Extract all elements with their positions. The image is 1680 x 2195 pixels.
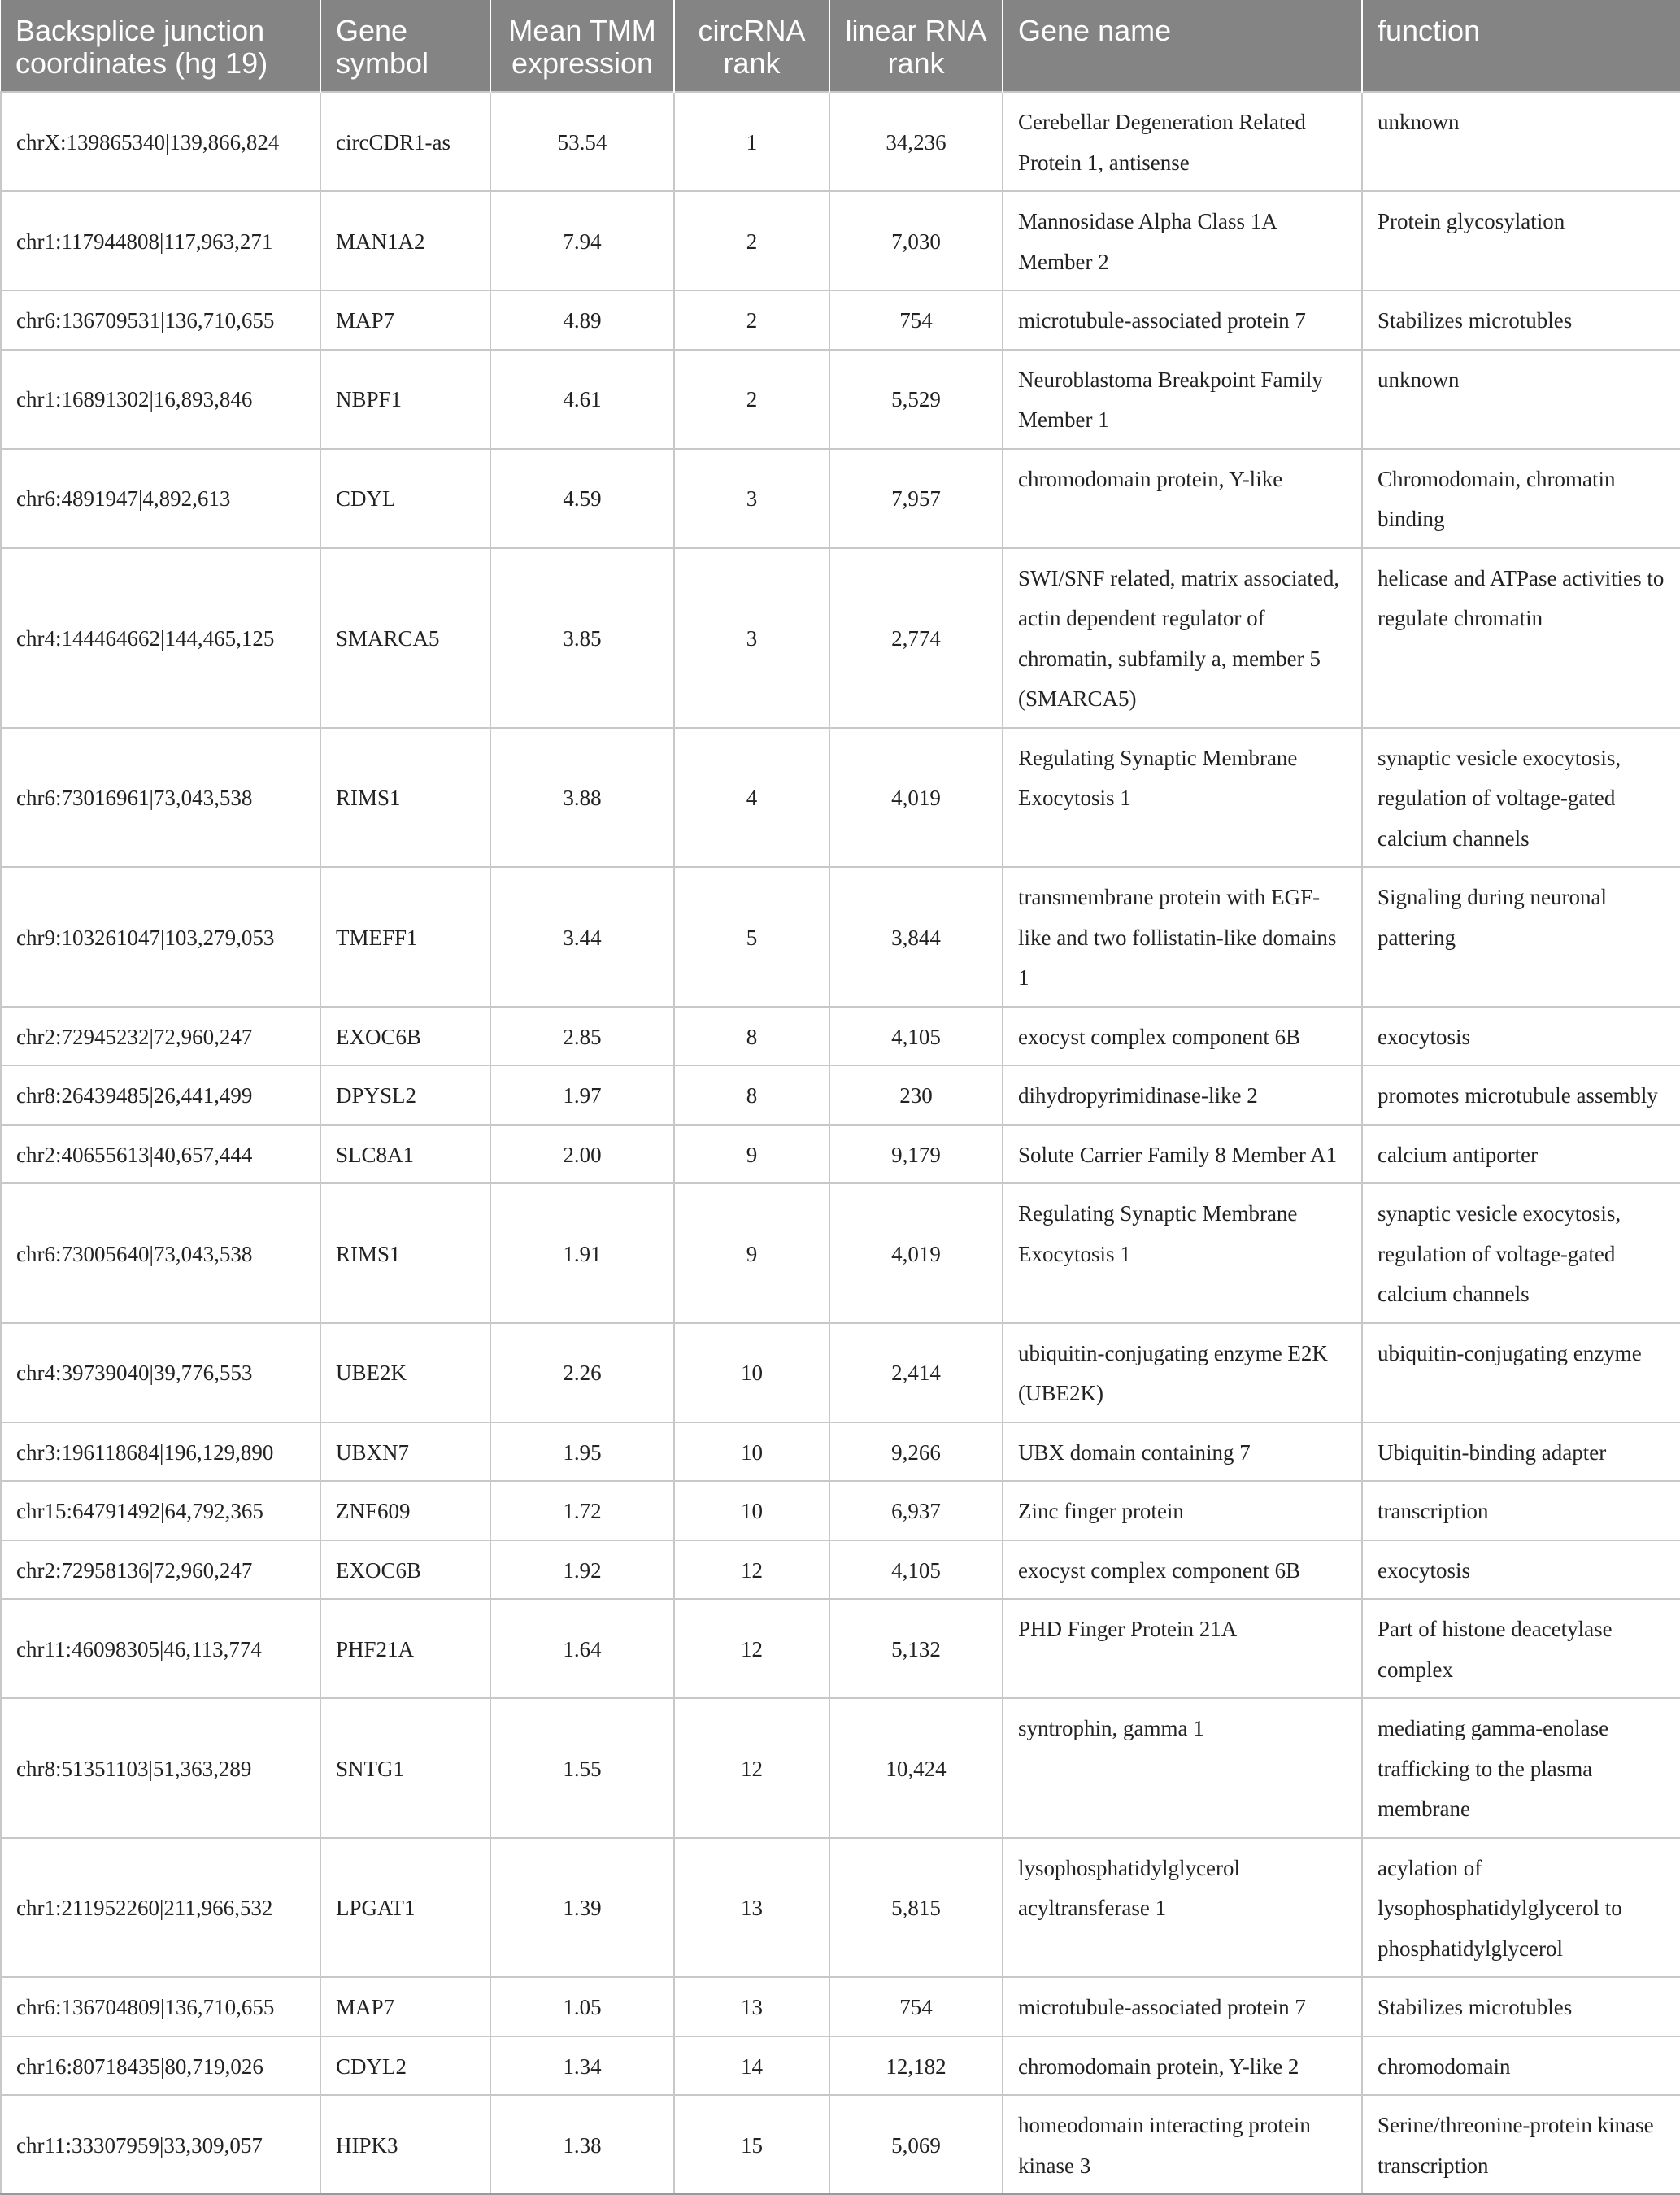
circrna-rank-cell: 3	[674, 449, 829, 548]
gene-symbol-cell: SLC8A1	[320, 1125, 490, 1184]
header-linear-rna-rank: linear RNA rank	[829, 0, 1003, 92]
gene-symbol-cell: EXOC6B	[320, 1007, 490, 1066]
table-row	[1, 1323, 1680, 1422]
coordinates-cell: chr2:72945232|72,960,247	[1, 1007, 320, 1066]
mean-tmm-cell: 7.94	[490, 191, 674, 290]
gene-symbol-cell: CDYL2	[320, 2036, 490, 2096]
table-row	[1, 2095, 1680, 2194]
gene-symbol-cell: RIMS1	[320, 1183, 490, 1323]
gene-name-cell: Solute Carrier Family 8 Member A1	[1003, 1125, 1362, 1184]
linear-rna-rank-cell: 12,182	[829, 2036, 1003, 2096]
function-cell: chromodomain	[1362, 2036, 1680, 2096]
function-cell: mediating gamma-enolase trafficking to the plasma membrane	[1362, 1698, 1680, 1838]
table-row	[1, 1481, 1680, 1540]
circrna-rank-cell: 15	[674, 2095, 829, 2194]
gene-symbol-cell: HIPK3	[320, 2095, 490, 2194]
function-cell: synaptic vesicle exocytosis, regulation of voltage-gated calcium channels	[1362, 1183, 1680, 1323]
circrna-rank-cell: 4	[674, 728, 829, 868]
table-row	[1, 449, 1680, 548]
gene-symbol-cell: UBXN7	[320, 1422, 490, 1482]
mean-tmm-cell: 4.89	[490, 290, 674, 350]
coordinates-cell: chr2:40655613|40,657,444	[1, 1125, 320, 1184]
coordinates-cell: chr6:73016961|73,043,538	[1, 728, 320, 868]
gene-name-cell: SWI/SNF related, matrix associated, actin dependent regulator of chromatin, subfamily a, member 5 (SMARCA5)	[1003, 548, 1362, 728]
table-row	[1, 867, 1680, 1007]
mean-tmm-cell: 3.88	[490, 728, 674, 868]
gene-name-cell: microtubule-associated protein 7	[1003, 1977, 1362, 2036]
coordinates-cell: chr1:16891302|16,893,846	[1, 350, 320, 449]
gene-name-cell: syntrophin, gamma 1	[1003, 1698, 1362, 1838]
gene-name-cell: Neuroblastoma Breakpoint Family Member 1	[1003, 350, 1362, 449]
function-cell: Part of histone deacetylase complex	[1362, 1599, 1680, 1698]
header-gene-name: Gene name	[1003, 0, 1362, 92]
gene-name-cell: microtubule-associated protein 7	[1003, 290, 1362, 350]
linear-rna-rank-cell: 754	[829, 1977, 1003, 2036]
coordinates-cell: chr4:144464662|144,465,125	[1, 548, 320, 728]
coordinates-cell: chr6:136709531|136,710,655	[1, 290, 320, 350]
table-row	[1, 350, 1680, 449]
function-cell: Chromodomain, chromatin binding	[1362, 449, 1680, 548]
mean-tmm-cell: 2.26	[490, 1323, 674, 1422]
header-row	[1, 0, 1680, 92]
gene-symbol-cell: EXOC6B	[320, 1540, 490, 1600]
mean-tmm-cell: 2.85	[490, 1007, 674, 1066]
header-circrna-rank: circRNA rank	[674, 0, 829, 92]
table-header	[1, 0, 1680, 92]
gene-symbol-cell: TMEFF1	[320, 867, 490, 1007]
gene-name-cell: chromodomain protein, Y-like 2	[1003, 2036, 1362, 2096]
circrna-rank-cell: 9	[674, 1125, 829, 1184]
mean-tmm-cell: 1.91	[490, 1183, 674, 1323]
gene-symbol-cell: SMARCA5	[320, 548, 490, 728]
header-coordinates: Backsplice junction coordinates (hg 19)	[1, 0, 320, 92]
circrna-rank-cell: 12	[674, 1599, 829, 1698]
mean-tmm-cell: 1.97	[490, 1065, 674, 1125]
function-cell: promotes microtubule assembly	[1362, 1065, 1680, 1125]
linear-rna-rank-cell: 10,424	[829, 1698, 1003, 1838]
gene-name-cell: Mannosidase Alpha Class 1A Member 2	[1003, 191, 1362, 290]
linear-rna-rank-cell: 6,937	[829, 1481, 1003, 1540]
mean-tmm-cell: 1.92	[490, 1540, 674, 1600]
coordinates-cell: chr11:33307959|33,309,057	[1, 2095, 320, 2194]
linear-rna-rank-cell: 3,844	[829, 867, 1003, 1007]
gene-symbol-cell: MAP7	[320, 290, 490, 350]
coordinates-cell: chr16:80718435|80,719,026	[1, 2036, 320, 2096]
linear-rna-rank-cell: 4,105	[829, 1540, 1003, 1600]
gene-symbol-cell: NBPF1	[320, 350, 490, 449]
mean-tmm-cell: 1.64	[490, 1599, 674, 1698]
circrna-rank-cell: 10	[674, 1481, 829, 1540]
mean-tmm-cell: 1.95	[490, 1422, 674, 1482]
function-cell: acylation of lysophosphatidylglycerol to phosphatidylglycerol	[1362, 1838, 1680, 1978]
linear-rna-rank-cell: 7,957	[829, 449, 1003, 548]
function-cell: Ubiquitin-binding adapter	[1362, 1422, 1680, 1482]
gene-name-cell: Zinc finger protein	[1003, 1481, 1362, 1540]
gene-symbol-cell: RIMS1	[320, 728, 490, 868]
function-cell: ubiquitin-conjugating enzyme	[1362, 1323, 1680, 1422]
gene-name-cell: dihydropyrimidinase-like 2	[1003, 1065, 1362, 1125]
table-row	[1, 548, 1680, 728]
circrna-rank-cell: 8	[674, 1065, 829, 1125]
circrna-rank-cell: 10	[674, 1323, 829, 1422]
gene-name-cell: Regulating Synaptic Membrane Exocytosis 1	[1003, 728, 1362, 868]
table-row	[1, 1422, 1680, 1482]
mean-tmm-cell: 1.38	[490, 2095, 674, 2194]
gene-name-cell: homeodomain interacting protein kinase 3	[1003, 2095, 1362, 2194]
gene-symbol-cell: ZNF609	[320, 1481, 490, 1540]
mean-tmm-cell: 1.05	[490, 1977, 674, 2036]
table-row	[1, 1540, 1680, 1600]
circrna-rank-cell: 2	[674, 290, 829, 350]
function-cell: helicase and ATPase activities to regulate chromatin	[1362, 548, 1680, 728]
header-mean-tmm: Mean TMM expression	[490, 0, 674, 92]
table-row	[1, 1977, 1680, 2036]
table-row	[1, 191, 1680, 290]
function-cell: Stabilizes microtubles	[1362, 290, 1680, 350]
coordinates-cell: chr6:4891947|4,892,613	[1, 449, 320, 548]
coordinates-cell: chr6:136704809|136,710,655	[1, 1977, 320, 2036]
table-row	[1, 1007, 1680, 1066]
circrna-rank-cell: 8	[674, 1007, 829, 1066]
circrna-rank-cell: 12	[674, 1540, 829, 1600]
table-row	[1, 1125, 1680, 1184]
linear-rna-rank-cell: 2,414	[829, 1323, 1003, 1422]
coordinates-cell: chr1:117944808|117,963,271	[1, 191, 320, 290]
linear-rna-rank-cell: 5,815	[829, 1838, 1003, 1978]
circrna-rank-cell: 2	[674, 350, 829, 449]
gene-symbol-cell: MAN1A2	[320, 191, 490, 290]
gene-name-cell: exocyst complex component 6B	[1003, 1007, 1362, 1066]
gene-symbol-cell: MAP7	[320, 1977, 490, 2036]
gene-symbol-cell: DPYSL2	[320, 1065, 490, 1125]
header-gene-symbol: Gene symbol	[320, 0, 490, 92]
table-row	[1, 1838, 1680, 1978]
function-cell: synaptic vesicle exocytosis, regulation of voltage-gated calcium channels	[1362, 728, 1680, 868]
coordinates-cell: chr2:72958136|72,960,247	[1, 1540, 320, 1600]
table-row	[1, 2036, 1680, 2096]
linear-rna-rank-cell: 2,774	[829, 548, 1003, 728]
coordinates-cell: chr15:64791492|64,792,365	[1, 1481, 320, 1540]
coordinates-cell: chrX:139865340|139,866,824	[1, 92, 320, 191]
linear-rna-rank-cell: 230	[829, 1065, 1003, 1125]
gene-symbol-cell: LPGAT1	[320, 1838, 490, 1978]
gene-symbol-cell: SNTG1	[320, 1698, 490, 1838]
gene-symbol-cell: UBE2K	[320, 1323, 490, 1422]
circrna-rank-cell: 10	[674, 1422, 829, 1482]
coordinates-cell: chr8:51351103|51,363,289	[1, 1698, 320, 1838]
gene-name-cell: transmembrane protein with EGF-like and two follistatin-like domains 1	[1003, 867, 1362, 1007]
mean-tmm-cell: 1.72	[490, 1481, 674, 1540]
function-cell: unknown	[1362, 92, 1680, 191]
function-cell: Protein glycosylation	[1362, 191, 1680, 290]
mean-tmm-cell: 4.59	[490, 449, 674, 548]
mean-tmm-cell: 2.00	[490, 1125, 674, 1184]
linear-rna-rank-cell: 9,179	[829, 1125, 1003, 1184]
mean-tmm-cell: 4.61	[490, 350, 674, 449]
function-cell: transcription	[1362, 1481, 1680, 1540]
circrna-rank-cell: 13	[674, 1838, 829, 1978]
mean-tmm-cell: 3.85	[490, 548, 674, 728]
table-row	[1, 1599, 1680, 1698]
linear-rna-rank-cell: 9,266	[829, 1422, 1003, 1482]
coordinates-cell: chr3:196118684|196,129,890	[1, 1422, 320, 1482]
function-cell: Signaling during neuronal pattering	[1362, 867, 1680, 1007]
mean-tmm-cell: 1.39	[490, 1838, 674, 1978]
coordinates-cell: chr8:26439485|26,441,499	[1, 1065, 320, 1125]
coordinates-cell: chr11:46098305|46,113,774	[1, 1599, 320, 1698]
gene-name-cell: UBX domain containing 7	[1003, 1422, 1362, 1482]
table-row	[1, 1183, 1680, 1323]
linear-rna-rank-cell: 34,236	[829, 92, 1003, 191]
table-row	[1, 290, 1680, 350]
linear-rna-rank-cell: 5,069	[829, 2095, 1003, 2194]
linear-rna-rank-cell: 754	[829, 290, 1003, 350]
circrna-rank-cell: 1	[674, 92, 829, 191]
gene-symbol-cell: CDYL	[320, 449, 490, 548]
linear-rna-rank-cell: 4,019	[829, 728, 1003, 868]
coordinates-cell: chr4:39739040|39,776,553	[1, 1323, 320, 1422]
mean-tmm-cell: 1.55	[490, 1698, 674, 1838]
gene-name-cell: PHD Finger Protein 21A	[1003, 1599, 1362, 1698]
table-row	[1, 728, 1680, 868]
gene-name-cell: Cerebellar Degeneration Related Protein 1, antisense	[1003, 92, 1362, 191]
table-row	[1, 1698, 1680, 1838]
linear-rna-rank-cell: 5,132	[829, 1599, 1003, 1698]
gene-name-cell: Regulating Synaptic Membrane Exocytosis 1	[1003, 1183, 1362, 1323]
table-body	[1, 92, 1680, 2194]
circrna-rank-cell: 5	[674, 867, 829, 1007]
linear-rna-rank-cell: 4,105	[829, 1007, 1003, 1066]
gene-name-cell: exocyst complex component 6B	[1003, 1540, 1362, 1600]
table-row	[1, 92, 1680, 191]
coordinates-cell: chr1:211952260|211,966,532	[1, 1838, 320, 1978]
circrna-rank-cell: 9	[674, 1183, 829, 1323]
function-cell: unknown	[1362, 350, 1680, 449]
function-cell: Stabilizes microtubles	[1362, 1977, 1680, 2036]
circrna-rank-cell: 14	[674, 2036, 829, 2096]
linear-rna-rank-cell: 7,030	[829, 191, 1003, 290]
gene-name-cell: ubiquitin-conjugating enzyme E2K (UBE2K)	[1003, 1323, 1362, 1422]
gene-name-cell: lysophosphatidylglycerol acyltransferase 1	[1003, 1838, 1362, 1978]
function-cell: Serine/threonine-protein kinase transcription	[1362, 2095, 1680, 2194]
gene-symbol-cell: PHF21A	[320, 1599, 490, 1698]
gene-symbol-cell: circCDR1-as	[320, 92, 490, 191]
circrna-rank-cell: 3	[674, 548, 829, 728]
mean-tmm-cell: 3.44	[490, 867, 674, 1007]
mean-tmm-cell: 53.54	[490, 92, 674, 191]
coordinates-cell: chr9:103261047|103,279,053	[1, 867, 320, 1007]
function-cell: calcium antiporter	[1362, 1125, 1680, 1184]
function-cell: exocytosis	[1362, 1540, 1680, 1600]
circrna-rank-cell: 2	[674, 191, 829, 290]
header-function: function	[1362, 0, 1680, 92]
circrna-rank-cell: 12	[674, 1698, 829, 1838]
linear-rna-rank-cell: 4,019	[829, 1183, 1003, 1323]
linear-rna-rank-cell: 5,529	[829, 350, 1003, 449]
function-cell: exocytosis	[1362, 1007, 1680, 1066]
circrna-rank-cell: 13	[674, 1977, 829, 2036]
coordinates-cell: chr6:73005640|73,043,538	[1, 1183, 320, 1323]
gene-name-cell: chromodomain protein, Y-like	[1003, 449, 1362, 548]
table-row	[1, 1065, 1680, 1125]
mean-tmm-cell: 1.34	[490, 2036, 674, 2096]
